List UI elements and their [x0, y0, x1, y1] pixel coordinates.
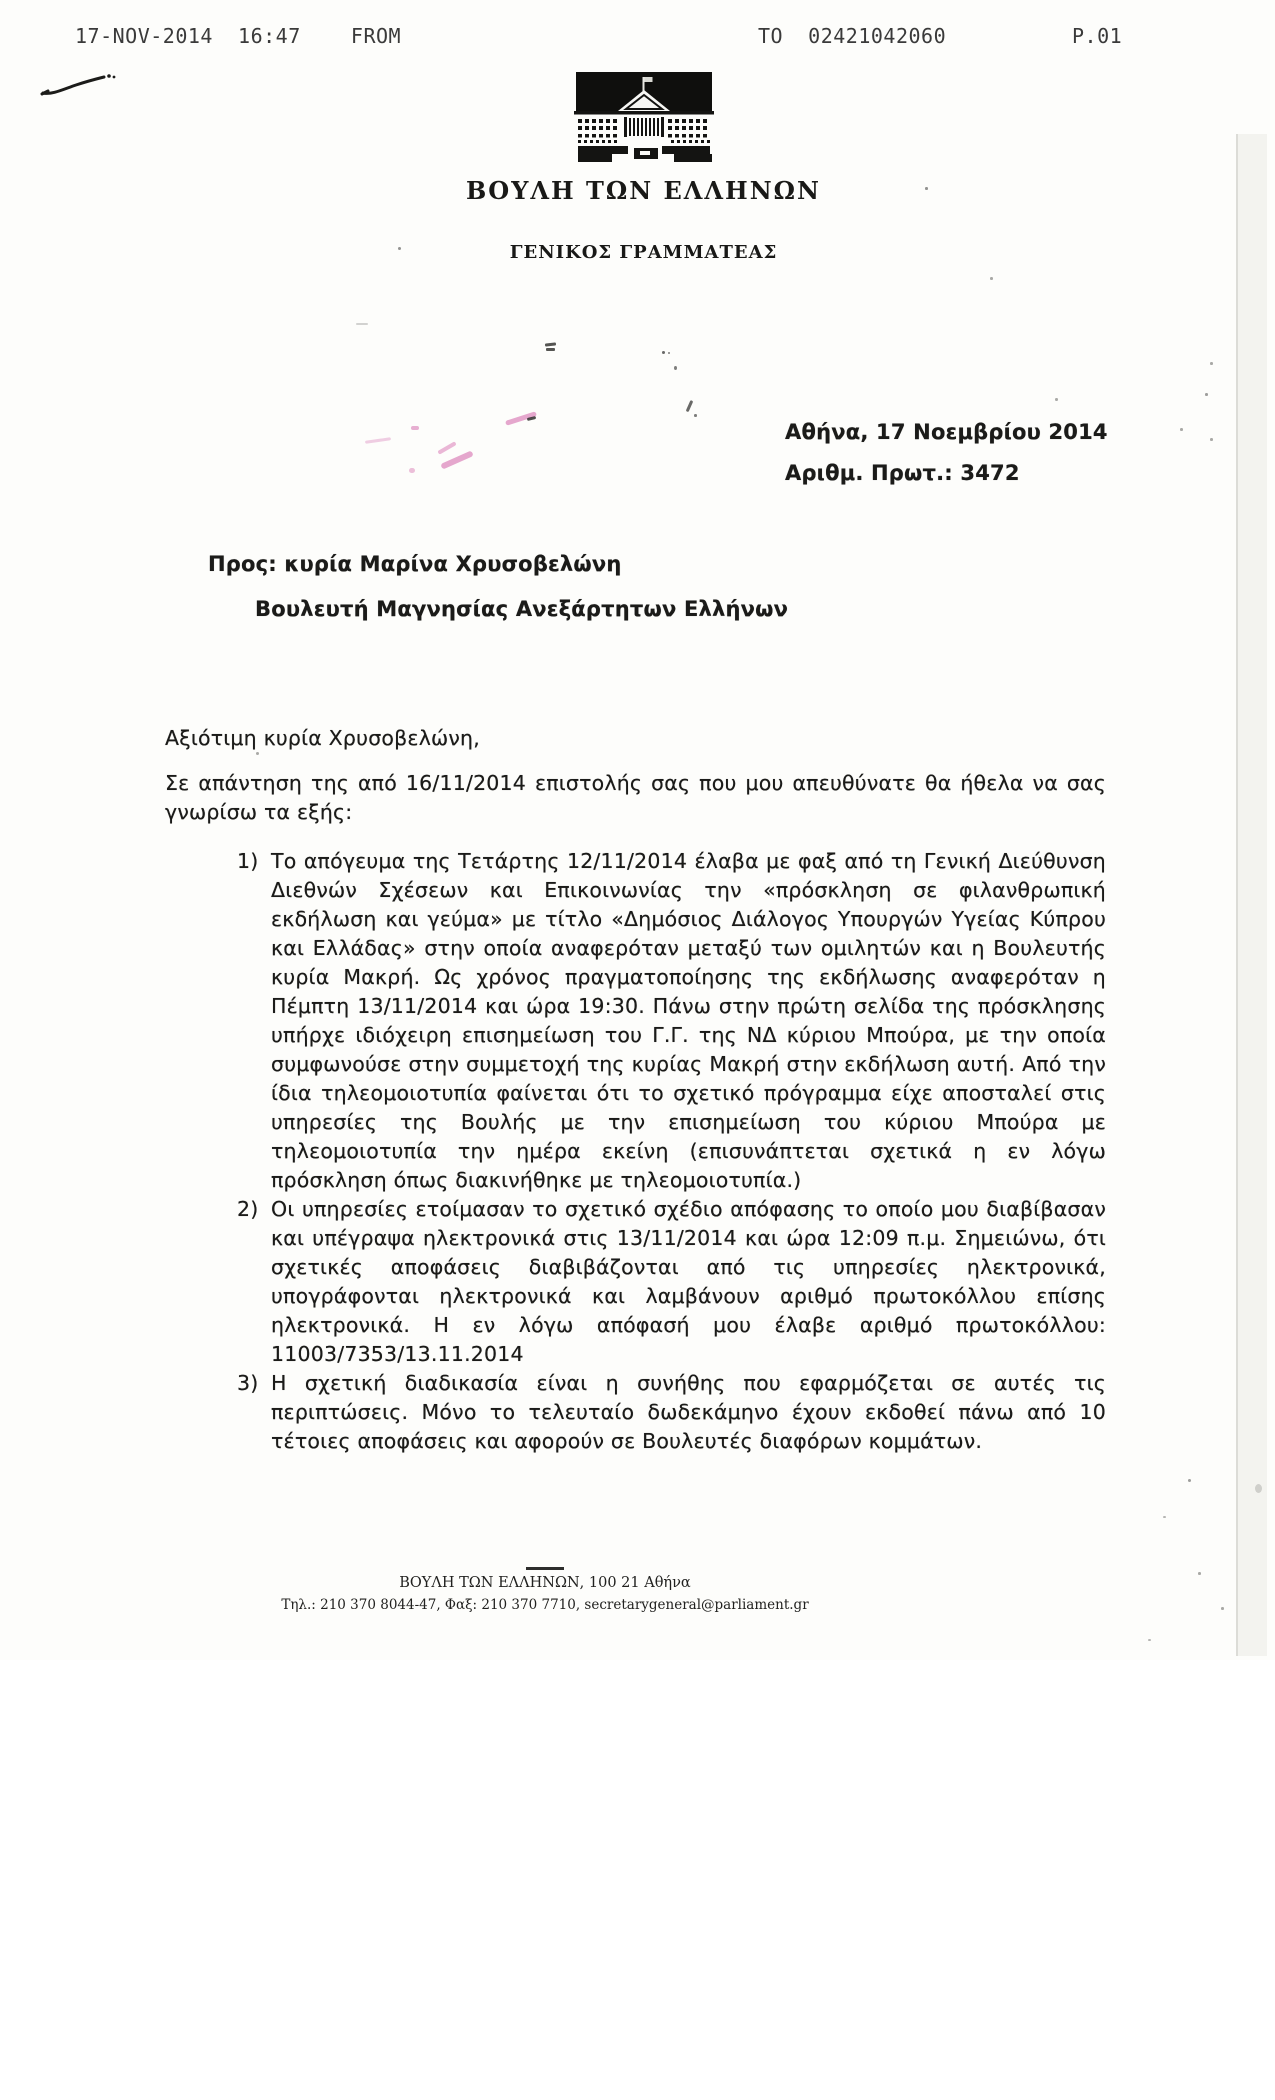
place-date-line: Αθήνα, 17 Νοεμβρίου 2014 [785, 420, 1108, 444]
recipient-title-line: Βουλευτή Μαγνησίας Ανεξάρτητων Ελλήνων [255, 597, 789, 621]
list-item-number: 1) [237, 849, 259, 873]
institution-title: ΒΟΥΛΗ ΤΩΝ ΕΛΛΗΝΩΝ [466, 176, 821, 205]
intro-paragraph: Σε απάντηση της από 16/11/2014 επιστολής σας που μου απευθύνατε θα ήθελα να σας γνωρίσω τα εξής: [165, 771, 1106, 824]
paper-edge-line [1236, 134, 1238, 1656]
fax-to-number: TO 02421042060 [758, 24, 947, 48]
salutation: Αξιότιμη κυρία Χρυσοβελώνη, [165, 726, 480, 750]
list-item-text: Οι υπηρεσίες ετοίμασαν το σχετικό σχέδιο απόφασης το οποίο μου διαβίβασαν και υπέγραψα ηλεκτρονικά στις 13/11/2014 και ώρα 12:09 π.μ. Σημειώνω, ότι σχετικές αποφάσεις διαβιβάζονται από τις υπηρεσίες ηλεκτρονικά, υπογράφονται ηλεκτρονικά και λαμβάνουν αριθμό πρωτοκόλλου επίσης ηλεκτρονικά. Η εν λόγω απόφασή μου έλαβε αριθμό πρωτοκόλλου: 11003/7353/13.11.2014 [271, 1197, 1106, 1366]
footer-divider [526, 1567, 564, 1570]
list-item-number: 3) [237, 1371, 259, 1395]
numbered-list [237, 847, 1106, 1456]
protocol-number-line: Αριθμ. Πρωτ.: 3472 [785, 461, 1020, 485]
parliament-building-logo-icon [570, 72, 718, 165]
handwritten-pen-mark-icon [38, 66, 122, 102]
list-item-number: 2) [237, 1197, 259, 1221]
fax-page-number: P.01 [1072, 24, 1123, 48]
list-item-1 [237, 847, 1106, 1195]
footer-contact: Τηλ.: 210 370 8044-47, Φαξ: 210 370 7710, secretarygeneral@parliament.gr [281, 1597, 809, 1613]
list-item-2 [237, 1195, 1106, 1369]
list-item-text: Το απόγευμα της Τετάρτης 12/11/2014 έλαβα με φαξ από τη Γενική Διεύθυνση Διεθνών Σχέσεων και Επικοινωνίας την «πρόσκληση σε φιλανθρωπική εκδήλωση και γεύμα» με τίτλο «Δημόσιος Διάλογος Υπουργών Υγείας Κύπρου και Ελλάδας» στην οποία αναφερόταν μεταξύ των ομιλητών και η Βουλευτής κυρία Μακρή. Ως χρόνος πραγματοποίησης της εκδήλωσης αναφερόταν η Πέμπτη 13/11/2014 και ώρα 19:30. Πάνω στην πρώτη σελίδα της πρόσκλησης υπήρχε ιδιόχειρη επισημείωση του Γ.Γ. της ΝΔ κύριου Μπούρα, με την οποία συμφωνούσε στην συμμετοχή της κυρίας Μακρή στην εκδήλωση αυτή. Από την ίδια τηλεομοιοτυπία φαίνεται ότι το σχετικό πρόγραμμα είχε αποσταλεί στις υπηρεσίες της Βουλής με την επισημείωση του κύριου Μπούρα με τηλεομοιοτυπία την ημέρα εκείνη (επισυνάπτεται σχετικά η εν λόγω πρόσκληση όπως διακινήθηκε με τηλεομοιοτυπία.) [271, 849, 1106, 1192]
fax-sent-datetime: 17-NOV-2014 16:47 FROM [75, 24, 402, 48]
list-item-3 [237, 1369, 1106, 1456]
office-title: ΓΕΝΙΚΟΣ ΓΡΑΜΜΑΤΕΑΣ [509, 242, 778, 263]
footer-address: ΒΟΥΛΗ ΤΩΝ ΕΛΛΗΝΩΝ, 100 21 Αθήνα [399, 1575, 691, 1591]
recipient-name-line: Προς: κυρία Μαρίνα Χρυσοβελώνη [208, 552, 622, 576]
scanner-edge-shadow [1238, 134, 1267, 1656]
list-item-text: Η σχετική διαδικασία είναι η συνήθης που εφαρμόζεται σε αυτές τις περιπτώσεις. Μόνο το τελευταίο δωδεκάμηνο έχουν εκδοθεί πάνω από 10 τέτοιες αποφάσεις και αφορούν σε Βουλευτές διαφόρων κομμάτων. [271, 1371, 1106, 1453]
